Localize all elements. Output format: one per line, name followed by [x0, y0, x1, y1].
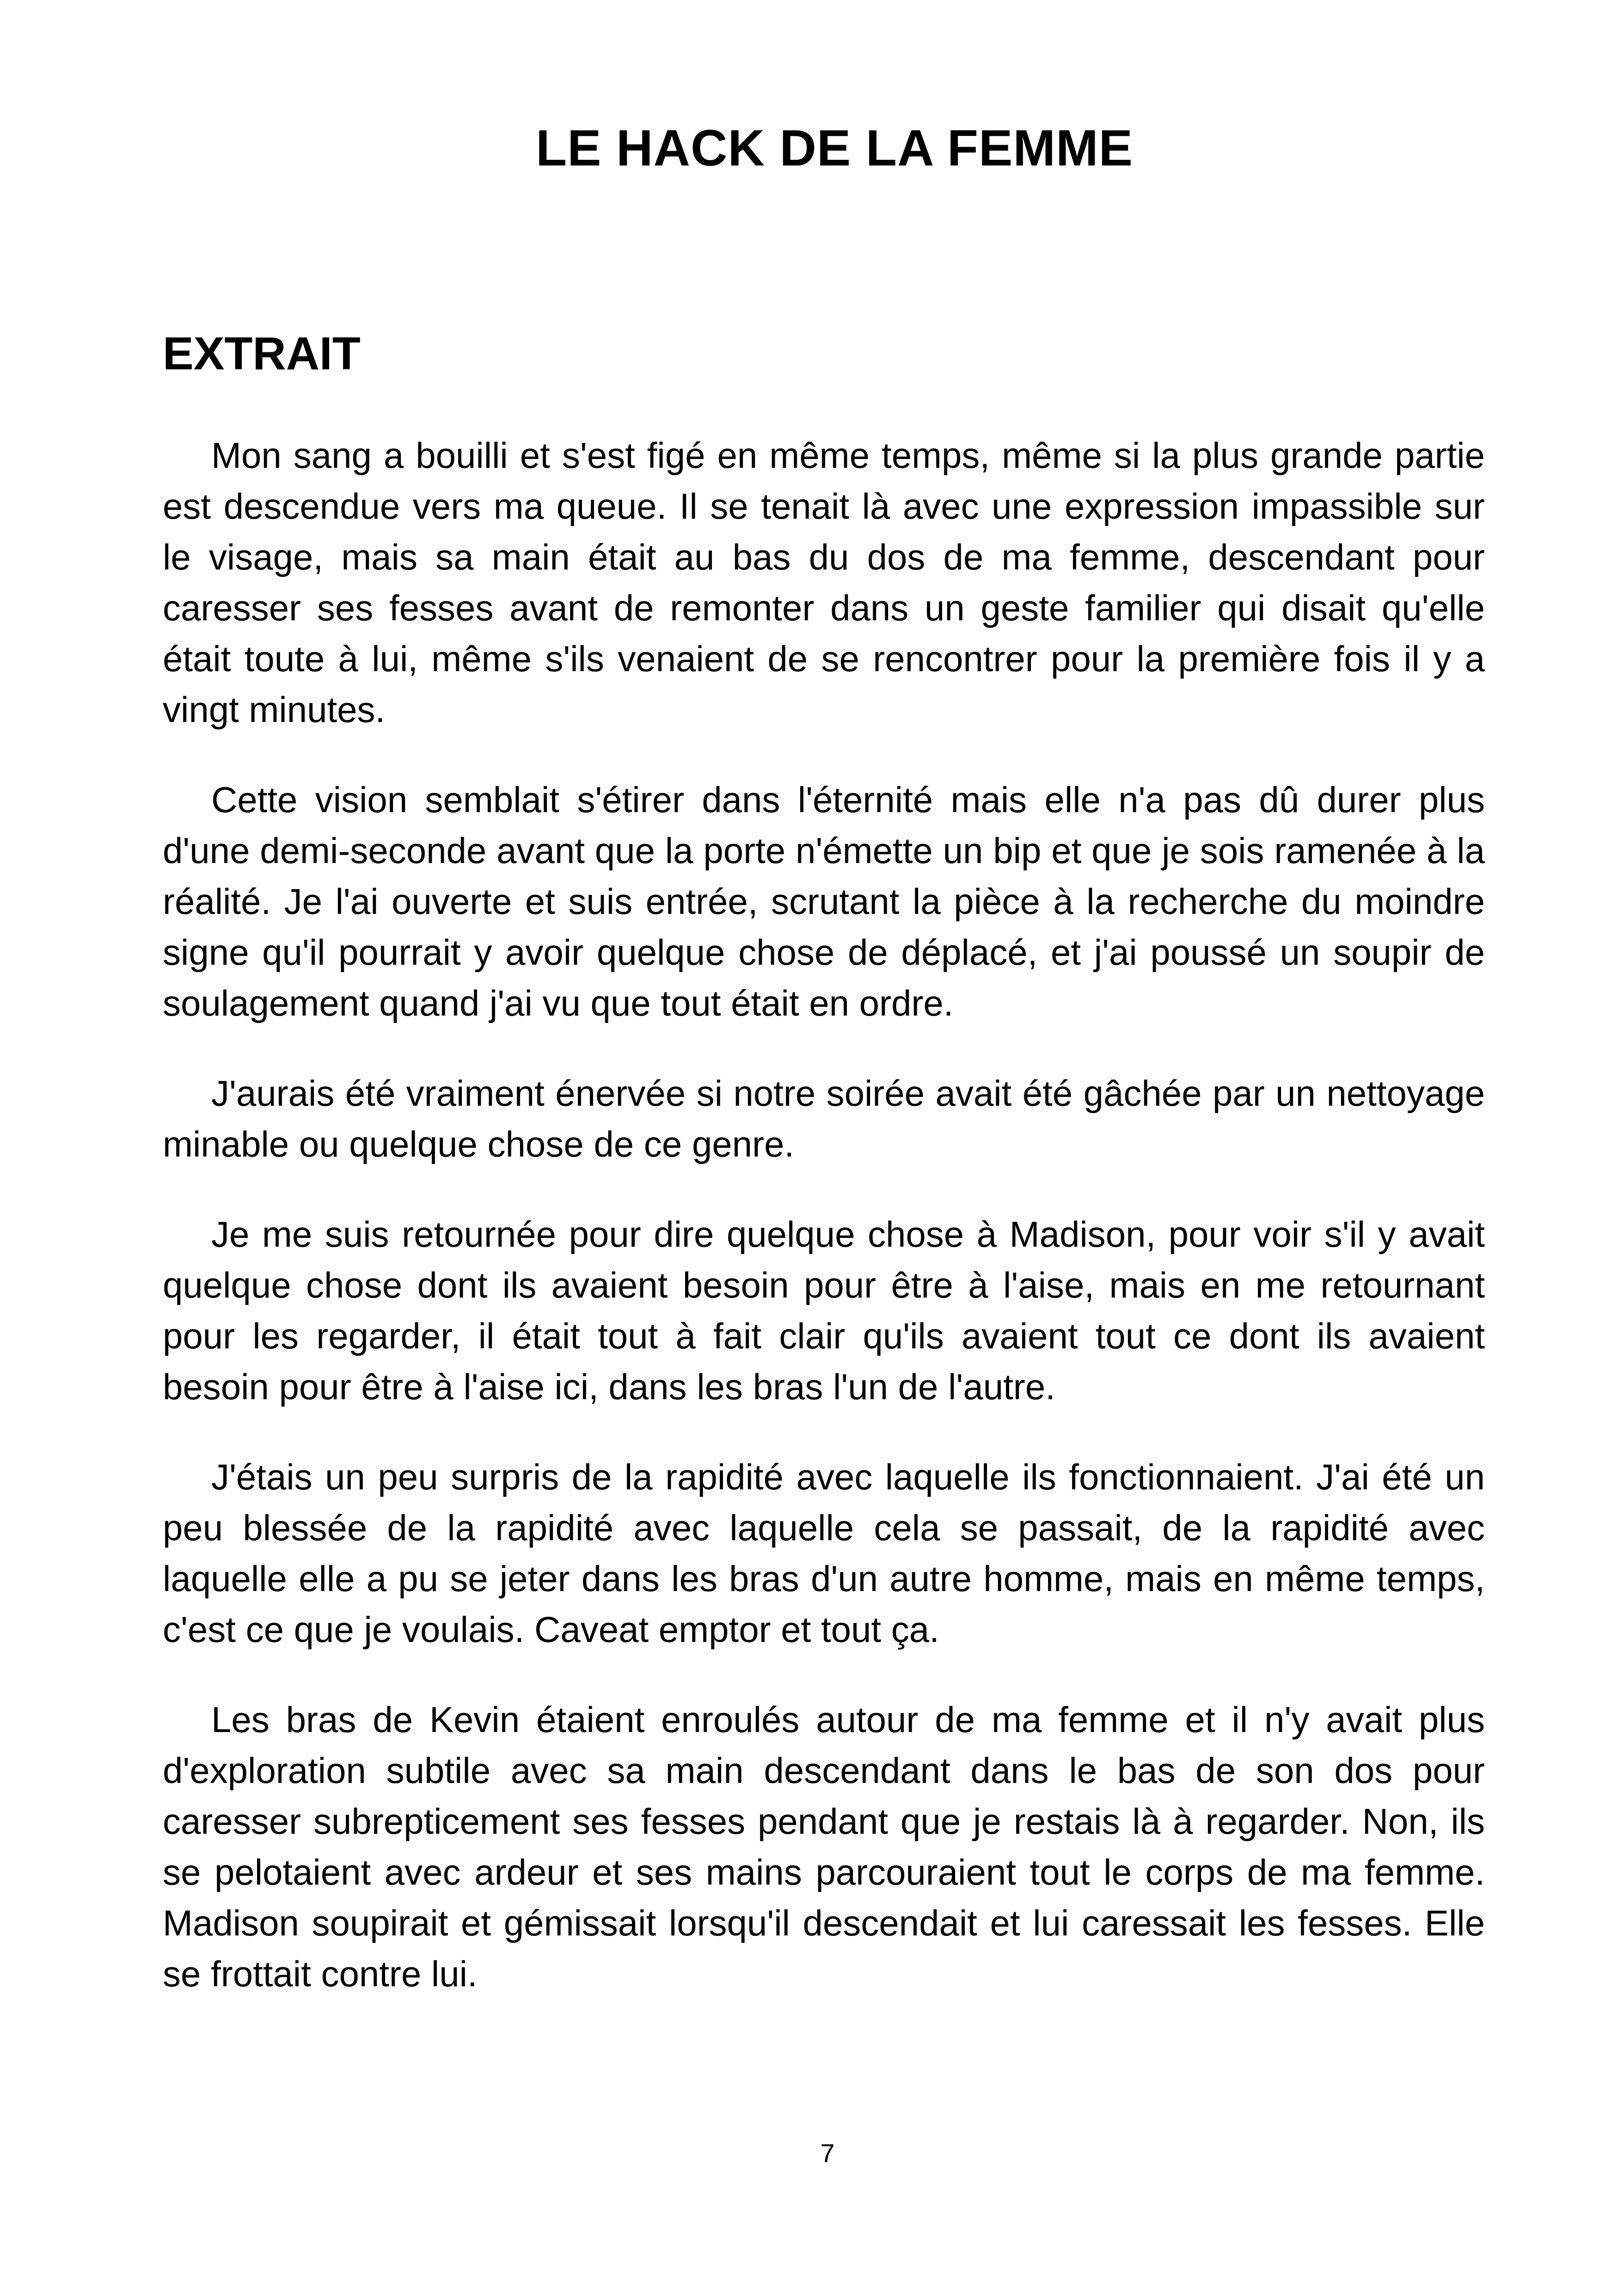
paragraph-2: Cette vision semblait s'étirer dans l'éternité mais elle n'a pas dû durer plus d'une demi-seconde avant que la porte n'émette un bip et que je sois ramenée à la réalité. Je l'ai ouverte et suis entrée, scrutant la pièce à la recherche du moindre signe qu'il pourrait y avoir quelque chose de déplacé, et j'ai poussé un soupir de soulagement quand j'ai vu que tout était en ordre. [163, 779, 1485, 1023]
paragraph-3: J'aurais été vraiment énervée si notre soirée avait été gâchée par un nettoyage minable ou quelque chose de ce genre. [163, 1073, 1485, 1164]
page-title: LE HACK DE LA FEMME [535, 120, 1134, 177]
body-text [163, 430, 1485, 2039]
paragraph-5: J'étais un peu surpris de la rapidité avec laquelle ils fonctionnaient. J'ai été un peu blessée de la rapidité avec laquelle cela se passait, de la rapidité avec laquelle elle a pu se jeter dans les bras d'un autre homme, mais en même temps, c'est ce que je voulais. Caveat emptor et tout ça. [163, 1457, 1485, 1650]
paragraph-4: Je me suis retournée pour dire quelque chose à Madison, pour voir s'il y avait quelque chose dont ils avaient besoin pour être à l'aise, mais en me retournant pour les regarder, il était tout à fait clair qu'ils avaient tout ce dont ils avaient besoin pour être à l'aise ici, dans les bras l'un de l'autre. [163, 1214, 1485, 1407]
section-heading: EXTRAIT [163, 328, 361, 380]
page-number: 7 [820, 2138, 835, 2167]
paragraph-1: Mon sang a bouilli et s'est figé en même temps, même si la plus grande partie est descendue vers ma queue. Il se tenait là avec une expression impassible sur le visage, mais sa main était au bas du dos de ma femme, descendant pour caresser ses fesses avant de remonter dans un geste familier qui disait qu'elle était toute à lui, même s'ils venaient de se rencontrer pour la première fois il y a vingt minutes. [163, 435, 1485, 730]
paragraph-6: Les bras de Kevin étaient enroulés autour de ma femme et il n'y avait plus d'exploration subtile avec sa main descendant dans le bas de son dos pour caresser subrepticement ses fesses pendant que je restais là à regarder. Non, ils se pelotaient avec ardeur et ses mains parcouraient tout le corps de ma femme. Madison soupirait et gémissait lorsqu'il descendait et lui caressait les fesses. Elle se frottait contre lui. [163, 1699, 1485, 1994]
